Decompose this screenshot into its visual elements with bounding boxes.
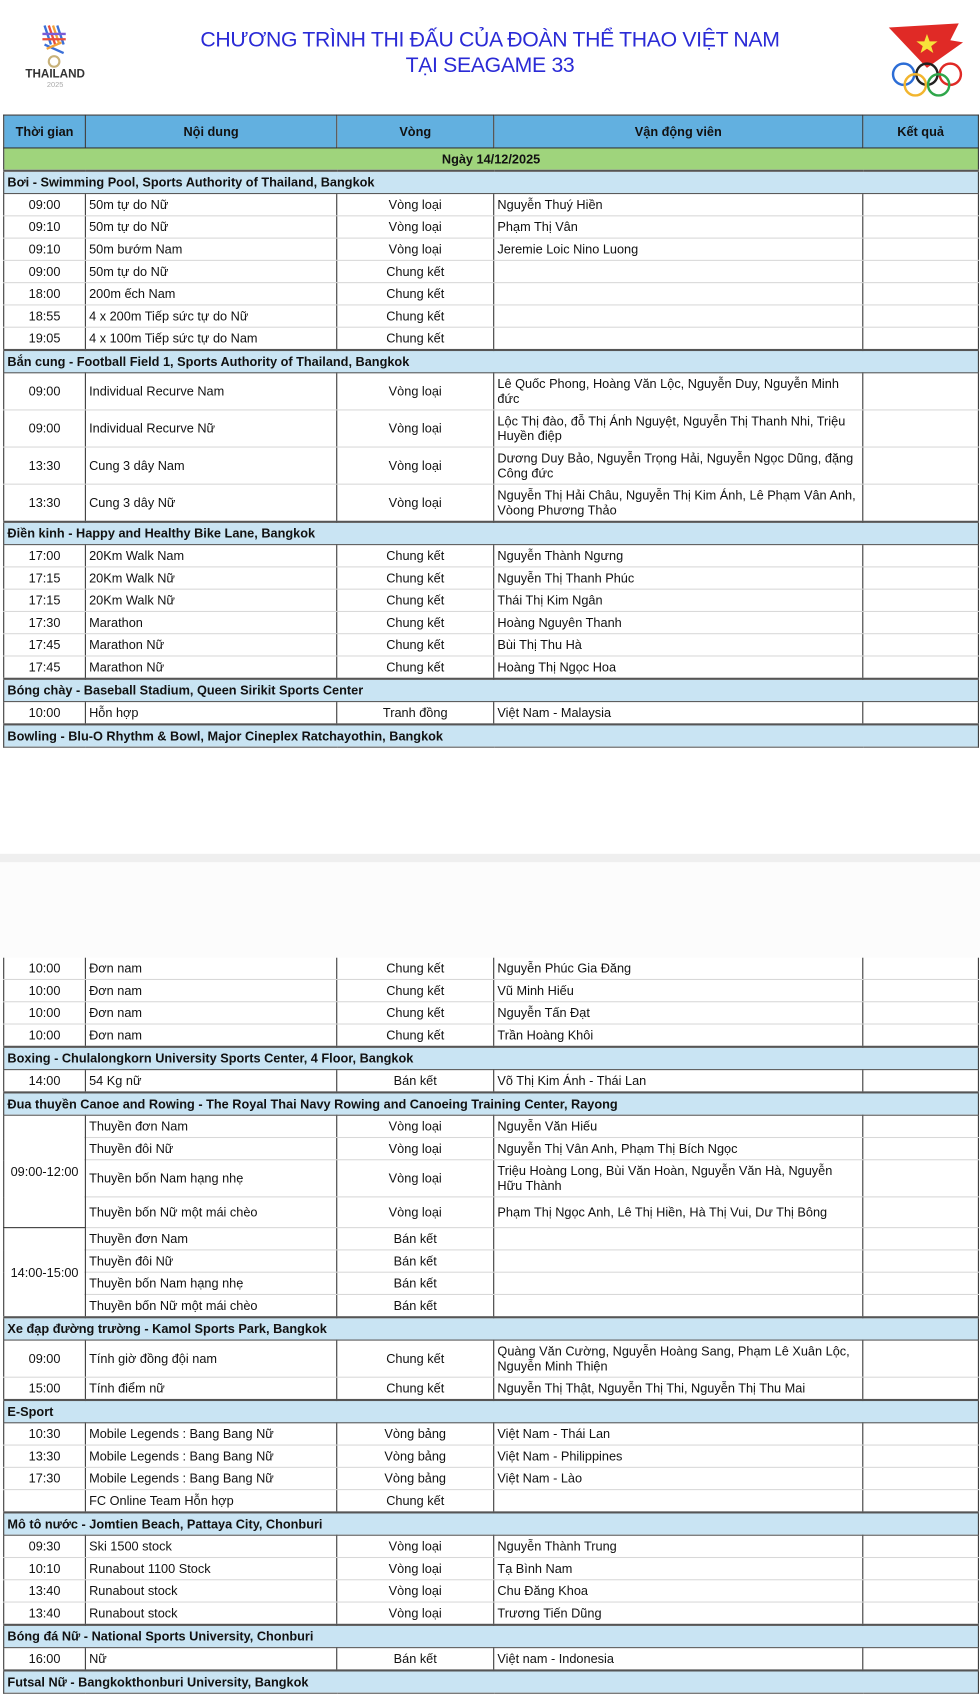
section-header-row [4,1625,979,1648]
table-row [4,1340,979,1377]
cell-result [863,260,979,282]
date-label: Ngày 14/12/2025 [4,148,979,171]
section-title: Điền kinh - Happy and Healthy Bike Lane, Bangkok [4,522,979,545]
cell-time: 13:30 [4,447,86,484]
cell-time: 10:00 [4,1002,86,1024]
cell-round: Chung kết [337,634,494,656]
page-break-gap [0,862,980,957]
cell-result [863,305,979,327]
cell-time: 17:45 [4,656,86,679]
cell-athletes: Nguyễn Thành Trung [494,1535,863,1557]
cell-event: Nữ [85,1648,336,1671]
page-subtitle: TẠI SEAGAME 33 [405,54,575,78]
cell-round: Vòng loại [337,1580,494,1602]
cell-athletes [494,1490,863,1513]
cell-result [863,1490,979,1513]
cell-round: Bán kết [337,1228,494,1250]
cell-result [863,1580,979,1602]
table-row [4,567,979,589]
cell-time: 10:00 [4,1024,86,1047]
cell-time: 09:00 [4,1340,86,1377]
cell-athletes [494,327,863,350]
table-row [4,373,979,410]
cell-athletes: Võ Thị Kim Ánh - Thái Lan [494,1070,863,1093]
cell-event: 20Km Walk Nữ [85,589,336,611]
cell-result [863,1557,979,1579]
cell-round: Chung kết [337,611,494,633]
cell-athletes: Triệu Hoàng Long, Bùi Văn Hoàn, Nguyễn Văn Hà, Nguyễn Hữu Thành [494,1160,863,1197]
cell-round: Bán kết [337,1272,494,1294]
cell-result [863,1228,979,1250]
cell-athletes: Dương Duy Bảo, Nguyễn Trọng Hải, Nguyễn Ngọc Dũng, đặng Công đức [494,447,863,484]
cell-round: Chung kết [337,656,494,679]
cell-athletes [494,1228,863,1250]
table-row [4,656,979,679]
cell-event: 20Km Walk Nữ [85,567,336,589]
cell-result [863,373,979,410]
cell-event: Đơn nam [85,1002,336,1024]
section-header-row [4,1092,979,1115]
cell-round: Vòng loại [337,373,494,410]
column-header-athletes: Vận động viên [494,115,863,148]
column-header-result: Kết quả [863,115,979,148]
cell-event: 4 x 200m Tiếp sức tự do Nữ [85,305,336,327]
cell-athletes: Nguyễn Thị Hải Châu, Nguyễn Thị Kim Ánh, Lê Phạm Vân Anh, Vòong Phương Thảo [494,484,863,522]
table-row [4,1557,979,1579]
cell-time: 15:00 [4,1377,86,1400]
section-header-row [4,1400,979,1423]
table-header-row [4,115,979,148]
cell-result [863,1423,979,1445]
cell-round: Chung kết [337,1490,494,1513]
section-header-row [4,1317,979,1340]
cell-result [863,447,979,484]
table-row [4,1228,979,1250]
cell-time: 09:30 [4,1535,86,1557]
cell-athletes: Bùi Thị Thu Hà [494,634,863,656]
cell-athletes: Trương Tiến Dũng [494,1602,863,1625]
cell-event: Thuyền đôi Nữ [85,1250,336,1272]
cell-round: Chung kết [337,589,494,611]
cell-athletes: Chu Đăng Khoa [494,1580,863,1602]
cell-event: 20Km Walk Nam [85,545,336,567]
cell-time: 17:15 [4,567,86,589]
vietnam-olympic-logo [885,19,970,99]
cell-event: 4 x 100m Tiếp sức tự do Nam [85,327,336,350]
cell-event: Cung 3 dây Nam [85,447,336,484]
cell-event: Marathon [85,611,336,633]
cell-round: Chung kết [337,958,494,980]
cell-result [863,283,979,305]
cell-time: 14:00-15:00 [4,1228,86,1318]
cell-event: Thuyền đơn Nam [85,1228,336,1250]
cell-result [863,1137,979,1159]
cell-event: Runabout 1100 Stock [85,1557,336,1579]
table-row [4,260,979,282]
table-row [4,1377,979,1400]
cell-round: Vòng bảng [337,1423,494,1445]
cell-event: Ski 1500 stock [85,1535,336,1557]
section-header-row [4,1670,979,1693]
cell-time: 13:40 [4,1580,86,1602]
cell-round: Vòng bảng [337,1445,494,1467]
cell-time: 19:05 [4,327,86,350]
table-row [4,1002,979,1024]
cell-result [863,1340,979,1377]
sea-games-logo [13,21,98,95]
cell-time: 14:00 [4,1070,86,1093]
cell-round: Vòng loại [337,1197,494,1228]
logo-year-text: 2025 [46,81,64,90]
table-row [4,1602,979,1625]
section-header-row [4,679,979,702]
cell-athletes: Nguyễn Phúc Gia Đăng [494,958,863,980]
cell-result [863,1250,979,1272]
cell-athletes: Nguyễn Thị Vân Anh, Phạm Thị Bích Ngọc [494,1137,863,1159]
cell-time: 10:00 [4,702,86,725]
table-row [4,1250,979,1272]
table-row [4,702,979,725]
cell-time: 10:30 [4,1423,86,1445]
schedule-table-part1 [3,115,979,748]
table-row [4,1467,979,1489]
cell-result [863,1467,979,1489]
table-row [4,545,979,567]
cell-result [863,634,979,656]
cell-round: Chung kết [337,567,494,589]
cell-round: Vòng loại [337,1160,494,1197]
table-row [4,1445,979,1467]
page-title: CHƯƠNG TRÌNH THI ĐẤU CỦA ĐOÀN THỂ THAO VIỆT NAM [200,28,780,52]
section-header-row [4,1512,979,1535]
cell-time: 10:10 [4,1557,86,1579]
cell-time: 10:00 [4,979,86,1001]
cell-round: Vòng loại [337,216,494,238]
section-header-row [4,522,979,545]
cell-event: Thuyền đơn Nam [85,1115,336,1137]
cell-time: 17:45 [4,634,86,656]
cell-time: 09:10 [4,216,86,238]
cell-athletes: Việt Nam - Malaysia [494,702,863,725]
cell-result [863,702,979,725]
schedule-table-part2 [3,958,979,1694]
cell-round: Vòng bảng [337,1467,494,1489]
cell-event: Thuyền bốn Nam hạng nhẹ [85,1272,336,1294]
cell-result [863,589,979,611]
cell-time: 18:55 [4,305,86,327]
cell-athletes: Việt Nam - Philippines [494,1445,863,1467]
cell-athletes: Nguyễn Tấn Đạt [494,1002,863,1024]
cell-round: Vòng loại [337,447,494,484]
section-header-row [4,1047,979,1070]
cell-time: 09:00 [4,194,86,216]
cell-round: Chung kết [337,305,494,327]
cell-time: 17:15 [4,589,86,611]
table-row [4,979,979,1001]
table-row [4,1137,979,1159]
table-row [4,1535,979,1557]
cell-athletes: Quàng Văn Cường, Nguyễn Hoàng Sang, Phạm Lê Xuân Lộc, Nguyễn Minh Thiện [494,1340,863,1377]
section-title: Bơi - Swimming Pool, Sports Authority of Thailand, Bangkok [4,171,979,194]
section-header-row [4,171,979,194]
section-header-row [4,350,979,373]
table-row [4,1160,979,1197]
section-title: Futsal Nữ - Bangkokthonburi University, Bangkok [4,1670,979,1693]
table-row [4,305,979,327]
cell-athletes [494,260,863,282]
cell-round: Vòng loại [337,484,494,522]
cell-round: Vòng loại [337,1557,494,1579]
cell-result [863,1294,979,1317]
cell-athletes [494,305,863,327]
section-title: Boxing - Chulalongkorn University Sports Center, 4 Floor, Bangkok [4,1047,979,1070]
table-row [4,410,979,447]
cell-result [863,1160,979,1197]
cell-time: 17:00 [4,545,86,567]
table-row [4,958,979,980]
table-row [4,1648,979,1671]
cell-athletes: Thái Thị Kim Ngân [494,589,863,611]
cell-result [863,656,979,679]
cell-event: 50m bướm Nam [85,238,336,260]
cell-event: Mobile Legends : Bang Bang Nữ [85,1445,336,1467]
cell-result [863,1377,979,1400]
table-row [4,611,979,633]
cell-time: 17:30 [4,1467,86,1489]
section-title: E-Sport [4,1400,979,1423]
cell-athletes: Lê Quốc Phong, Hoàng Văn Lộc, Nguyễn Duy, Nguyễn Minh đức [494,373,863,410]
cell-athletes: Jeremie Loic Nino Luong [494,238,863,260]
cell-result [863,216,979,238]
cell-athletes: Nguyễn Thành Ngưng [494,545,863,567]
cell-athletes: Lộc Thị đào, đỗ Thị Ánh Nguyệt, Nguyễn Thị Thanh Nhi, Triệu Huyền điệp [494,410,863,447]
table-row [4,1423,979,1445]
cell-result [863,1602,979,1625]
table-row [4,1024,979,1047]
cell-round: Vòng loại [337,194,494,216]
cell-event: 54 Kg nữ [85,1070,336,1093]
table-row [4,1115,979,1137]
cell-event: Thuyền bốn Nữ một mái chèo [85,1294,336,1317]
cell-round: Vòng loại [337,1602,494,1625]
cell-event: Individual Recurve Nữ [85,410,336,447]
cell-result [863,1024,979,1047]
cell-athletes: Tạ Bình Nam [494,1557,863,1579]
table-row [4,283,979,305]
cell-athletes: Việt Nam - Lào [494,1467,863,1489]
cell-athletes: Nguyễn Thuý Hiền [494,194,863,216]
cell-athletes: Hoàng Nguyên Thanh [494,611,863,633]
cell-result [863,1115,979,1137]
cell-round: Chung kết [337,1377,494,1400]
cell-round: Chung kết [337,1024,494,1047]
table-row [4,327,979,350]
cell-round: Chung kết [337,327,494,350]
table-row [4,1070,979,1093]
cell-event: 50m tự do Nữ [85,216,336,238]
section-title: Bắn cung - Football Field 1, Sports Authority of Thailand, Bangkok [4,350,979,373]
cell-event: Đơn nam [85,979,336,1001]
logo-thailand-text: THAILAND [25,67,85,81]
cell-time: 18:00 [4,283,86,305]
cell-result [863,410,979,447]
cell-round: Tranh đồng [337,702,494,725]
cell-athletes: Nguyễn Thị Thật, Nguyễn Thị Thi, Nguyễn Thị Thu Mai [494,1377,863,1400]
cell-time: 13:40 [4,1602,86,1625]
cell-athletes [494,1250,863,1272]
cell-result [863,611,979,633]
table-row [4,1294,979,1317]
cell-event: Tính giờ đồng đội nam [85,1340,336,1377]
column-header-event: Nội dung [85,115,336,148]
table-row [4,194,979,216]
cell-result [863,1002,979,1024]
cell-event: FC Online Team Hỗn hợp [85,1490,336,1513]
cell-event: Mobile Legends : Bang Bang Nữ [85,1467,336,1489]
section-title: Bóng đá Nữ - National Sports University, Chonburi [4,1625,979,1648]
table-row [4,1580,979,1602]
cell-time: 16:00 [4,1648,86,1671]
page-break-divider [0,854,980,862]
cell-result [863,238,979,260]
section-title: Đua thuyền Canoe and Rowing - The Royal Thai Navy Rowing and Canoeing Training Center, Rayong [4,1092,979,1115]
table-row [4,1197,979,1228]
cell-result [863,327,979,350]
cell-round: Bán kết [337,1648,494,1671]
cell-athletes: Trần Hoàng Khôi [494,1024,863,1047]
cell-athletes: Hoàng Thị Ngọc Hoa [494,656,863,679]
cell-time: 09:00 [4,410,86,447]
cell-event: Đơn nam [85,1024,336,1047]
cell-athletes: Phạm Thị Ngọc Anh, Lê Thị Hiền, Hà Thị Vui, Dư Thị Bông [494,1197,863,1228]
cell-round: Bán kết [337,1250,494,1272]
cell-result [863,1445,979,1467]
cell-result [863,1197,979,1228]
cell-event: Thuyền đôi Nữ [85,1137,336,1159]
cell-round: Chung kết [337,283,494,305]
cell-result [863,484,979,522]
cell-event: Marathon Nữ [85,634,336,656]
table-row [4,447,979,484]
cell-event: Individual Recurve Nam [85,373,336,410]
cell-time: 09:00-12:00 [4,1115,86,1227]
cell-athletes [494,1272,863,1294]
cell-round: Bán kết [337,1070,494,1093]
cell-round: Vòng loại [337,410,494,447]
cell-time: 13:30 [4,484,86,522]
section-header-row [4,724,979,747]
cell-time: 13:30 [4,1445,86,1467]
table-row [4,238,979,260]
cell-round: Chung kết [337,1340,494,1377]
cell-round: Vòng loại [337,238,494,260]
cell-athletes: Phạm Thị Vân [494,216,863,238]
table-row [4,484,979,522]
section-title: Xe đạp đường trường - Kamol Sports Park, Bangkok [4,1317,979,1340]
cell-athletes: Việt nam - Indonesia [494,1648,863,1671]
cell-event: 200m ếch Nam [85,283,336,305]
column-header-time: Thời gian [4,115,86,148]
cell-event: Hỗn hợp [85,702,336,725]
cell-result [863,1648,979,1671]
cell-athletes [494,1294,863,1317]
cell-result [863,1070,979,1093]
cell-time: 10:00 [4,958,86,980]
sea-games-emblem-icon [13,21,98,68]
cell-event: Thuyền bốn Nam hạng nhẹ [85,1160,336,1197]
table-row [4,1490,979,1513]
cell-event: Marathon Nữ [85,656,336,679]
cell-athletes [494,283,863,305]
cell-athletes: Vũ Minh Hiếu [494,979,863,1001]
cell-round: Chung kết [337,1002,494,1024]
cell-event: Cung 3 dây Nữ [85,484,336,522]
cell-time [4,1490,86,1513]
cell-event: Tính điểm nữ [85,1377,336,1400]
table-row [4,1272,979,1294]
cell-event: Thuyền bốn Nữ một mái chèo [85,1197,336,1228]
cell-athletes: Nguyễn Văn Hiếu [494,1115,863,1137]
column-header-round: Vòng [337,115,494,148]
table-row [4,634,979,656]
cell-time: 17:30 [4,611,86,633]
cell-round: Bán kết [337,1294,494,1317]
cell-time: 09:00 [4,260,86,282]
cell-time: 09:00 [4,373,86,410]
cell-event: Runabout stock [85,1602,336,1625]
cell-result [863,979,979,1001]
cell-time: 09:10 [4,238,86,260]
section-title: Bowling - Blu-O Rhythm & Bowl, Major Cineplex Ratchayothin, Bangkok [4,724,979,747]
cell-event: Đơn nam [85,958,336,980]
cell-event: Mobile Legends : Bang Bang Nữ [85,1423,336,1445]
cell-round: Chung kết [337,260,494,282]
cell-round: Vòng loại [337,1137,494,1159]
section-title: Bóng chày - Baseball Stadium, Queen Sirikit Sports Center [4,679,979,702]
cell-round: Chung kết [337,979,494,1001]
date-row [4,148,979,171]
cell-athletes: Nguyễn Thị Thanh Phúc [494,567,863,589]
table-row [4,216,979,238]
cell-result [863,545,979,567]
cell-event: Runabout stock [85,1580,336,1602]
cell-result [863,194,979,216]
cell-round: Vòng loại [337,1115,494,1137]
cell-result [863,1272,979,1294]
cell-event: 50m tự do Nữ [85,194,336,216]
cell-event: 50m tự do Nữ [85,260,336,282]
cell-athletes: Việt Nam - Thái Lan [494,1423,863,1445]
cell-result [863,567,979,589]
cell-round: Chung kết [337,545,494,567]
table-row [4,589,979,611]
cell-result [863,958,979,980]
cell-result [863,1535,979,1557]
section-title: Mô tô nước - Jomtien Beach, Pattaya City, Chonburi [4,1512,979,1535]
cell-round: Vòng loại [337,1535,494,1557]
olympic-flag-icon [885,19,970,99]
